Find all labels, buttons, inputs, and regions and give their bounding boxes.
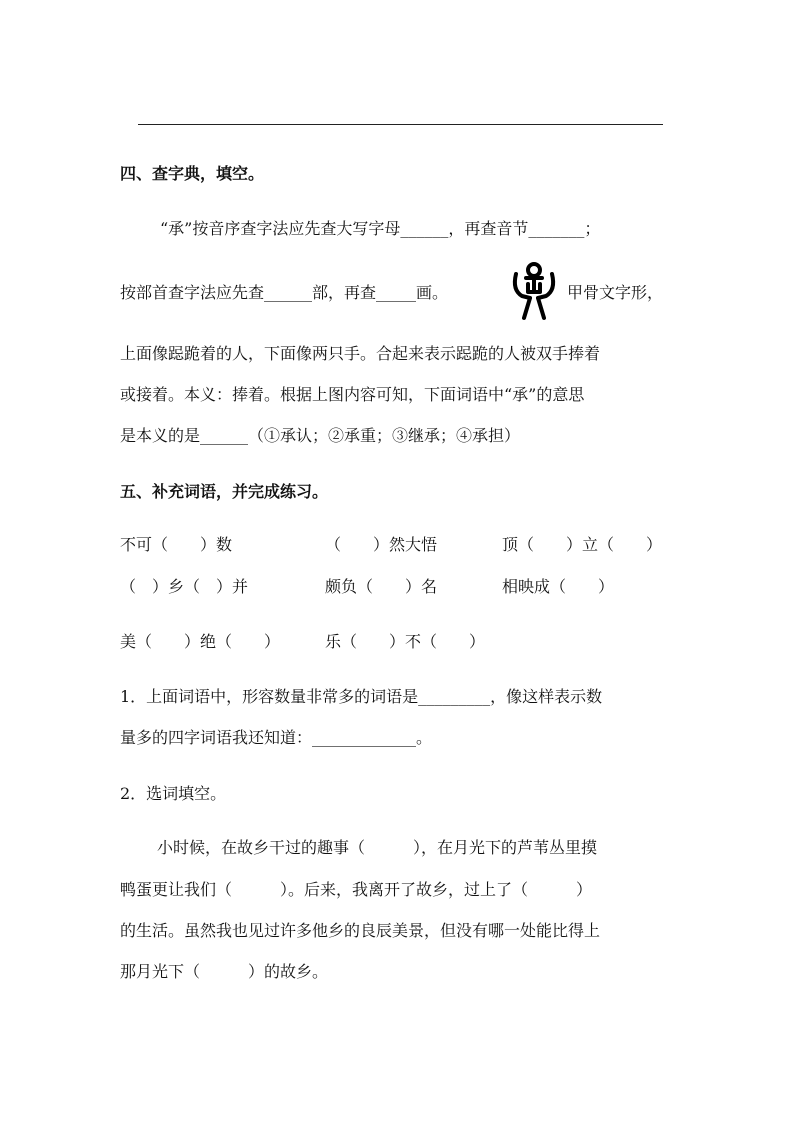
section-5-title: 五、补充词语，并完成练习。 <box>120 482 329 501</box>
paragraph-line-1: 小时候，在故乡干过的趣事（ ），在月光下的芦苇丛里摸 <box>157 838 598 857</box>
section-4-line-2: 按部首查字法应先查______部，再查_____画。 <box>120 283 449 302</box>
idiom-3: 顶（ ）立（ ） <box>502 535 663 554</box>
question-2: 2．选词填空。 <box>120 784 227 803</box>
oracle-bone-glyph-icon <box>508 260 564 322</box>
idiom-8: 乐（ ）不（ ） <box>325 632 486 651</box>
section-4-line-1: “承”按音序查字法应先查大写字母______，再查音节_______； <box>160 219 601 238</box>
section-4-line-5: 是本义的是______（①承认；②承重；③继承；④承担） <box>120 426 521 445</box>
idiom-7: 美（ ）绝（ ） <box>120 632 281 651</box>
section-4-line-2-tail: 甲骨文字形， <box>567 283 664 302</box>
section-4-line-3: 上面像跽跪着的人，下面像两只手。合起来表示跽跪的人被双手捧着 <box>120 344 601 363</box>
top-underline <box>138 124 663 125</box>
section-4-line-4: 或接着。本义：捧着。根据上图内容可知，下面词语中“承”的意思 <box>120 385 585 404</box>
paragraph-line-3: 的生活。虽然我也见过许多他乡的良辰美景，但没有哪一处能比得上 <box>120 921 601 940</box>
paragraph-line-2: 鸭蛋更让我们（ ）。后来，我离开了故乡，过上了（ ） <box>120 880 593 899</box>
idiom-1: 不可（ ）数 <box>120 535 233 554</box>
idiom-2: （ ）然大悟 <box>325 535 438 554</box>
paragraph-line-4: 那月光下（ ）的故乡。 <box>120 962 329 981</box>
idiom-5: 颇负（ ）名 <box>325 577 438 596</box>
question-1-line-2: 量多的四字词语我还知道：_____________。 <box>120 728 433 747</box>
idiom-4: （ ）乡（ ）并 <box>120 577 249 596</box>
section-4-title: 四、查字典，填空。 <box>120 164 265 183</box>
idiom-6: 相映成（ ） <box>502 577 615 596</box>
question-1-line-1: 1．上面词语中，形容数量非常多的词语是_________，像这样表示数 <box>120 687 603 706</box>
